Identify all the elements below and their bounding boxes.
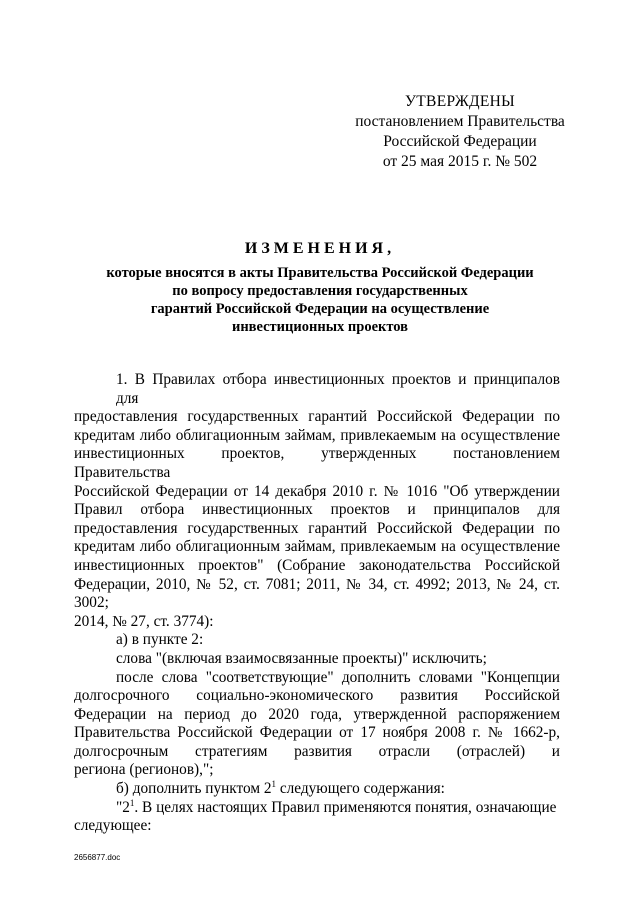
subtitle-line-4: инвестиционных проектов	[231, 319, 409, 335]
body-line: предоставления государственных гарантий Российской Федерации по	[74, 408, 560, 426]
body-line: следующее:	[74, 817, 152, 835]
body-line: а) в пункте 2:	[116, 631, 204, 649]
approval-stamp	[350, 92, 570, 172]
subtitle-line-2: по вопросу предоставления государственных	[172, 283, 468, 299]
document-body	[74, 371, 560, 836]
body-line: предоставления государственных гарантий Российской Федерации по	[74, 519, 560, 537]
approval-line-2: Российской Федерации	[383, 133, 537, 150]
body-line: инвестиционных проектов" (Собрание законодательства Российской	[74, 556, 560, 574]
body-line: инвестиционных проектов, утвержденных постановлением Правительства	[74, 445, 560, 481]
body-line: кредитам либо облигационным займам, привлекаемым на осуществление	[74, 538, 560, 556]
body-line: слова "(включая взаимосвязанные проекты)" исключить;	[116, 649, 487, 667]
item-b-prefix: б) дополнить пунктом 2	[116, 780, 272, 798]
subtitle-line-3: гарантий Российской Федерации на осуществление	[150, 301, 490, 317]
item-21-suffix: . В целях настоящих Правил применяются понятия, означающие	[134, 798, 557, 816]
body-line: после слова "соответствующие" дополнить словами "Концепции	[116, 668, 560, 686]
body-line: Российской Федерации от 14 декабря 2010 г. № 1016 "Об утверждении	[74, 482, 560, 500]
body-line: долгосрочного социально-экономического развития Российской	[74, 687, 560, 705]
file-name-footer: 2656877.doc	[74, 853, 121, 862]
item-21-sup: 1	[129, 797, 135, 808]
document-subtitle	[90, 264, 550, 336]
body-line: кредитам либо облигационным займам, привлекаемым на осуществление	[74, 426, 560, 444]
body-line: Федерации, 2010, № 52, ст. 7081; 2011, № 34, ст. 4992; 2013, № 24, ст. 3002;	[74, 575, 560, 612]
body-line: долгосрочным стратегиям развития отрасли (отраслей) и	[74, 742, 560, 760]
approval-line-1: постановлением Правительства	[355, 113, 565, 130]
item-21-prefix: "2	[116, 798, 130, 816]
approval-title: УТВЕРЖДЕНЫ	[405, 93, 515, 110]
item-b-suffix: следующего содержания:	[276, 780, 445, 798]
body-line: Правительства Российской Федерации от 17 ноября 2008 г. № 1662-р,	[74, 724, 560, 742]
item-b-line	[74, 780, 560, 799]
document-heading: ИЗМЕНЕНИЯ,	[244, 240, 396, 257]
approval-line-3: от 25 мая 2015 г. № 502	[382, 153, 538, 170]
item-21-line	[74, 799, 560, 818]
body-line: 2014, № 27, ст. 3774):	[74, 612, 214, 630]
subtitle-line-1: которые вносятся в акты Правительства Российской Федерации	[106, 265, 534, 281]
body-line: Федерации на период до 2020 года, утвержденной распоряжением	[74, 705, 560, 723]
body-line: 1. В Правилах отбора инвестиционных проектов и принципалов для	[116, 371, 560, 407]
body-line: Правил отбора инвестиционных проектов и принципалов для	[74, 501, 560, 519]
item-b-sup: 1	[271, 779, 277, 790]
body-line: региона (регионов),";	[74, 761, 214, 779]
